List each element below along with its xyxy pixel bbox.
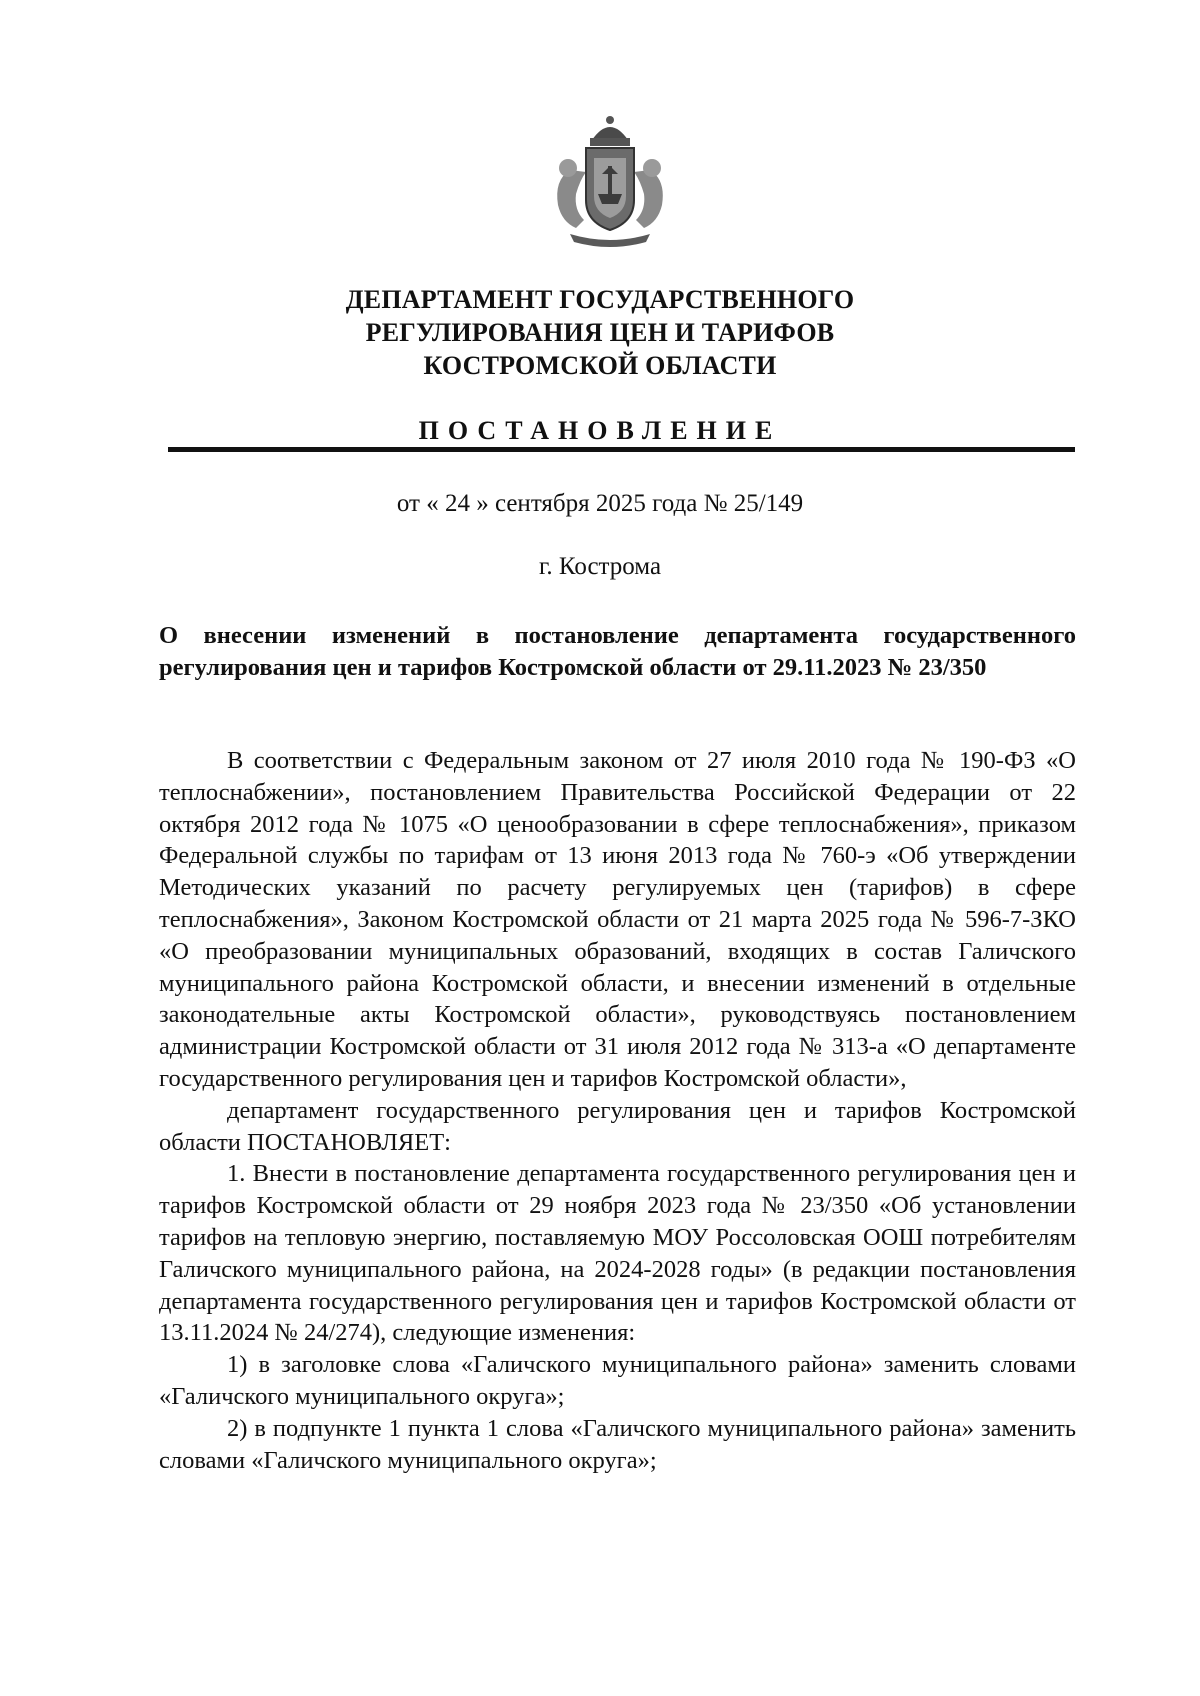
organization-name (0, 283, 1200, 382)
item-1-subitem-2: 2) в подпункте 1 пункта 1 слова «Галичского муниципального района» заменить словами «Галичского муниципального округа»; (159, 1414, 1076, 1474)
document-subject: О внесении изменений в постановление департамента государственного регулирования цен и тарифов Костромской области от 29.11.2023 № 23/350 (159, 622, 1076, 681)
organization-name-line-2: РЕГУЛИРОВАНИЯ ЦЕН И ТАРИФОВ (365, 318, 835, 347)
document-body (159, 745, 1076, 1476)
coat-of-arms-icon (540, 110, 680, 250)
document-date-number: от « 24 » сентября 2025 года № 25/149 (396, 490, 804, 517)
header-divider (168, 447, 1075, 452)
organization-name-line-1: ДЕПАРТАМЕНТ ГОСУДАРСТВЕННОГО (345, 285, 855, 314)
item-1-subitem-1: 1) в заголовке слова «Галичского муниципального района» заменить словами «Галичского муниципального округа»; (159, 1351, 1076, 1410)
document-city: г. Кострома (538, 553, 662, 580)
item-1-paragraph: 1. Внести в постановление департамента государственного регулирования цен и тарифов Костромской области от 29 ноября 2023 года № 23/350 «Об установлении тарифов на тепловую энергию, поставляемую МОУ Россоловская ООШ потребителям Галичского муниципального района, на 2024-2028 годы» (в редакции постановления департамента государственного регулирования цен и тарифов Костромской области от 13.11.2024 № 24/274), следующие изменения: (159, 1160, 1076, 1347)
document-type: ПОСТАНОВЛЕНИЕ (418, 416, 782, 445)
organization-name-line-3: КОСТРОМСКОЙ ОБЛАСТИ (423, 351, 777, 380)
preamble-paragraph: В соответствии с Федеральным законом от 27 июля 2010 года № 190-ФЗ «О теплоснабжении», постановлением Правительства Российской Федерации от 22 октября 2012 года № 1075 «О ценообразовании в сфере теплоснабжения», приказом Федеральной службы по тарифам от 13 июня 2013 года № 760-э «Об утверждении Методических указаний по расчету регулируемых цен (тарифов) в сфере теплоснабжения», Законом Костромской области от 21 марта 2025 года № 596-7-ЗКО «О преобразовании муниципальных образований, входящих в состав Галичского муниципального района Костромской области, и внесении изменений в отдельные законодательные акты Костромской области», руководствуясь постановлением администрации Костромской области от 31 июля 2012 года № 313-а «О департаменте государственного регулирования цен и тарифов Костромской области», (159, 747, 1076, 1092)
decree-paragraph: департамент государственного регулирования цен и тарифов Костромской области ПОСТАНОВЛЯЕТ: (159, 1096, 1076, 1156)
